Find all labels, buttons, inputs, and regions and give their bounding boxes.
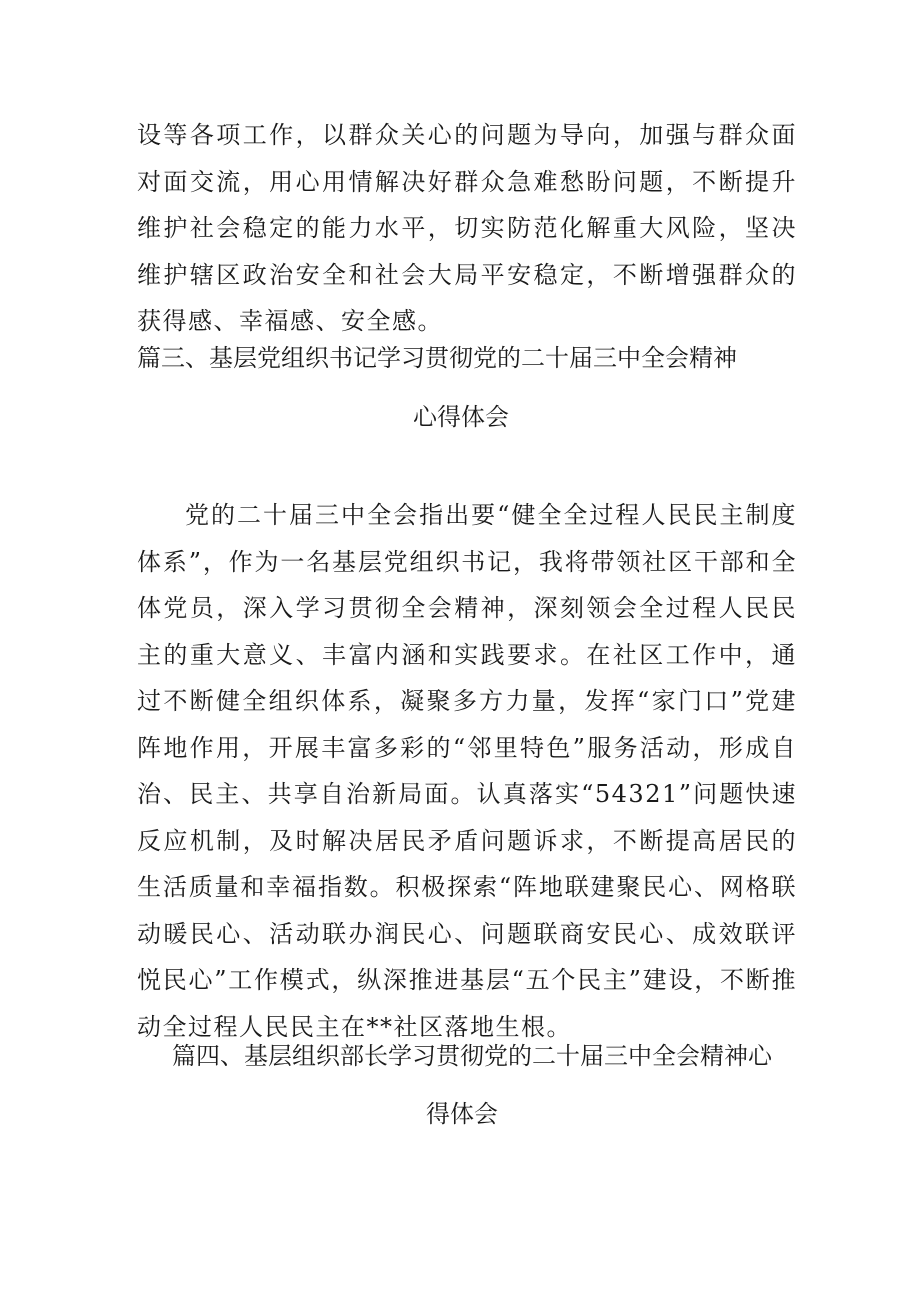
section-4-title-line-1: 篇四、基层组织部长学习贯彻党的二十届三中全会精神心: [172, 1042, 772, 1070]
section-3-title-line-1: 篇三、基层党组织书记学习贯彻党的二十届三中全会精神: [137, 344, 737, 372]
section-3-title-line-2: 心得体会: [413, 403, 509, 431]
paragraph-continuation: 设等各项工作，以群众关心的问题为导向，加强与群众面对面交流，用心用情解决好群众急难愁盼问题，不断提升维护社会稳定的能力水平，切实防范化解重大风险，坚决维护辖区政治安全和社会大局平安稳定，不断增强群众的获得感、幸福感、安全感。: [137, 121, 797, 335]
section-3-body: 党的二十届三中全会指出要“健全全过程人民民主制度体系”，作为一名基层党组织书记，我将带领社区干部和全体党员，深入学习贯彻全会精神，深刻领会全过程人民民主的重大意义、丰富内涵和实践要求。在社区工作中，通过不断健全组织体系，凝聚多方力量，发挥“家门口”党建阵地作用，开展丰富多彩的“邻里特色”服务活动，形成自治、民主、共享自治新局面。认真落实“54321”问题快速反应机制，及时解决居民矛盾问题诉求，不断提高居民的生活质量和幸福指数。积极探索“阵地联建聚民心、网格联动暖民心、活动联办润民心、问题联商安民心、成效联评悦民心”工作模式，纵深推进基层“五个民主”建设，不断推动全过程人民民主在**社区落地生根。: [137, 501, 797, 1041]
section-4-title-line-2: 得体会: [426, 1100, 498, 1128]
